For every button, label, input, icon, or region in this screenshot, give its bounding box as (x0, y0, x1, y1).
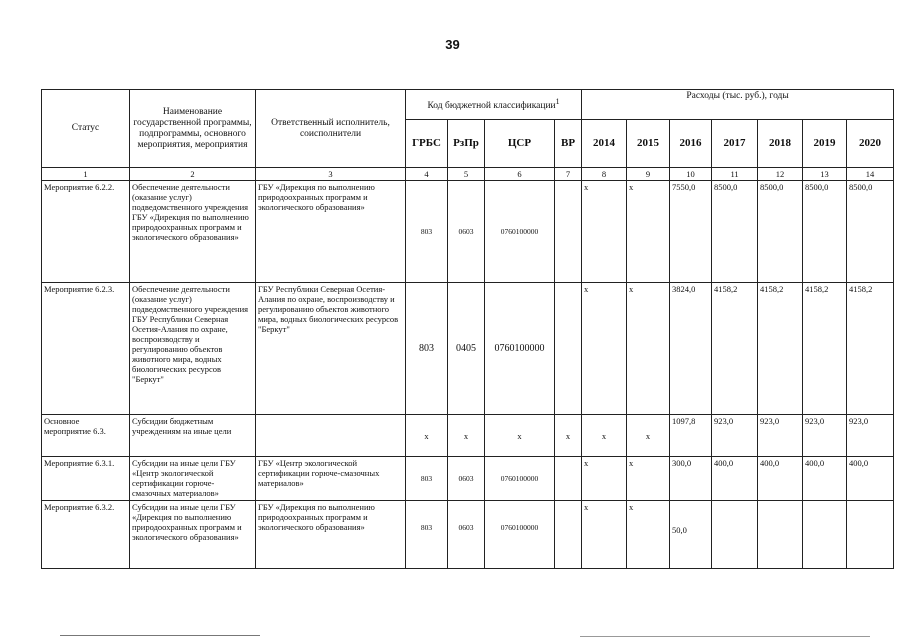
header-year: 2018 (758, 120, 803, 168)
row-grbs: 803 (406, 181, 448, 283)
header-year: 2014 (582, 120, 627, 168)
row-value-2018: 4158,2 (758, 283, 803, 415)
row-value-2015: x (627, 501, 670, 569)
row-value-2015: x (627, 181, 670, 283)
row-value-2014: x (582, 415, 627, 457)
table-row (42, 415, 894, 457)
header-status: Статус (42, 90, 130, 168)
row-value-2018: 400,0 (758, 457, 803, 501)
row-rzpr: 0603 (448, 501, 485, 569)
row-status: Мероприятие 6.2.2. (42, 181, 130, 283)
row-value-2019 (803, 501, 847, 569)
row-vr (555, 457, 582, 501)
row-name: Субсидии на иные цели ГБУ «Дирекция по выполнению природоохранных программ и экологического образования» (130, 501, 256, 569)
row-status: Основное мероприятие 6.3. (42, 415, 130, 457)
table-row (42, 501, 894, 569)
header-year: 2019 (803, 120, 847, 168)
budget-table (41, 89, 894, 569)
row-value-2017: 923,0 (712, 415, 758, 457)
header-vr: ВР (555, 120, 582, 168)
column-number: 2 (130, 168, 256, 181)
row-value-2020 (847, 501, 894, 569)
row-value-2016: 3824,0 (670, 283, 712, 415)
row-executor (256, 415, 406, 457)
row-rzpr: x (448, 415, 485, 457)
row-value-2015: x (627, 415, 670, 457)
row-value-2018: 923,0 (758, 415, 803, 457)
header-executor: Ответственный исполнитель, соисполнители (256, 90, 406, 168)
row-name: Обеспечение деятельности (оказание услуг) подведомственного учреждения ГБУ Республики Северная Осетия-Алания по охране, воспроизводству и регулированию объектов животного мира, водных биологических ресурсов "Беркут" (130, 283, 256, 415)
row-value-2017 (712, 501, 758, 569)
row-value-2014: x (582, 457, 627, 501)
row-value-2020: 4158,2 (847, 283, 894, 415)
row-rzpr: 0603 (448, 181, 485, 283)
header-budget-code-label: Код бюджетной классификации (427, 101, 556, 112)
column-number: 7 (555, 168, 582, 181)
row-value-2016: 1097,8 (670, 415, 712, 457)
row-value-2016: 7550,0 (670, 181, 712, 283)
table-row (42, 181, 894, 283)
row-vr (555, 181, 582, 283)
row-status: Мероприятие 6.3.2. (42, 501, 130, 569)
column-number: 10 (670, 168, 712, 181)
row-csr: 0760100000 (485, 501, 555, 569)
row-rzpr: 0405 (448, 283, 485, 415)
row-value-2017: 400,0 (712, 457, 758, 501)
row-vr (555, 283, 582, 415)
column-number: 1 (42, 168, 130, 181)
header-name: Наименование государственной программы, подпрограммы, основного мероприятия, мероприятия (130, 90, 256, 168)
row-status: Мероприятие 6.2.3. (42, 283, 130, 415)
row-value-2015: x (627, 283, 670, 415)
column-number: 6 (485, 168, 555, 181)
row-grbs: x (406, 415, 448, 457)
header-year: 2016 (670, 120, 712, 168)
row-vr (555, 501, 582, 569)
row-value-2017: 4158,2 (712, 283, 758, 415)
row-csr: 0760100000 (485, 457, 555, 501)
row-name: Субсидии бюджетным учреждениям на иные цели (130, 415, 256, 457)
row-value-2016: 50,0 (670, 501, 712, 569)
row-csr: x (485, 415, 555, 457)
column-number: 12 (758, 168, 803, 181)
column-number: 8 (582, 168, 627, 181)
row-value-2018 (758, 501, 803, 569)
header-budget-code (406, 90, 582, 120)
row-vr: x (555, 415, 582, 457)
row-value-2019: 8500,0 (803, 181, 847, 283)
row-value-2018: 8500,0 (758, 181, 803, 283)
row-value-2019: 923,0 (803, 415, 847, 457)
row-value-2015: x (627, 457, 670, 501)
row-name: Обеспечение деятельности (оказание услуг) подведомственного учреждения ГБУ «Дирекция по выполнению природоохранных программ и экологического образования» (130, 181, 256, 283)
row-name: Субсидии на иные цели ГБУ «Центр экологической сертификации горюче-смазочных материалов» (130, 457, 256, 501)
header-budget-code-footnote: 1 (555, 97, 560, 107)
column-number-row (42, 168, 894, 181)
row-csr: 0760100000 (485, 283, 555, 415)
header-csr: ЦСР (485, 120, 555, 168)
row-executor: ГБУ «Дирекция по выполнению природоохранных программ и экологического образования» (256, 501, 406, 569)
header-grbs: ГРБС (406, 120, 448, 168)
row-executor: ГБУ «Дирекция по выполнению природоохранных программ и экологического образования» (256, 181, 406, 283)
table-row (42, 283, 894, 415)
column-number: 13 (803, 168, 847, 181)
row-value-2020: 400,0 (847, 457, 894, 501)
row-executor: ГБУ «Центр экологической сертификации горюче-смазочных материалов» (256, 457, 406, 501)
row-value-2014: x (582, 501, 627, 569)
row-value-2019: 400,0 (803, 457, 847, 501)
footer-divider-right (580, 636, 870, 637)
column-number: 5 (448, 168, 485, 181)
row-value-2016: 300,0 (670, 457, 712, 501)
table-row (42, 457, 894, 501)
header-year: 2017 (712, 120, 758, 168)
row-value-2017: 8500,0 (712, 181, 758, 283)
column-number: 4 (406, 168, 448, 181)
row-grbs: 803 (406, 501, 448, 569)
row-value-2019: 4158,2 (803, 283, 847, 415)
row-csr: 0760100000 (485, 181, 555, 283)
column-number: 3 (256, 168, 406, 181)
footer-divider-left (60, 635, 260, 636)
row-value-2014: x (582, 283, 627, 415)
row-rzpr: 0603 (448, 457, 485, 501)
row-status: Мероприятие 6.3.1. (42, 457, 130, 501)
row-value-2014: x (582, 181, 627, 283)
column-number: 9 (627, 168, 670, 181)
row-grbs: 803 (406, 457, 448, 501)
row-executor: ГБУ Республики Северная Осетия-Алания по охране, воспроизводству и регулированию объектов животного мира, водных биологических ресурсов "Беркут" (256, 283, 406, 415)
row-value-2020: 8500,0 (847, 181, 894, 283)
row-value-2020: 923,0 (847, 415, 894, 457)
header-expenses: Расходы (тыс. руб.), годы (582, 90, 894, 120)
header-year: 2020 (847, 120, 894, 168)
header-rzpr: РзПр (448, 120, 485, 168)
row-grbs: 803 (406, 283, 448, 415)
header-year: 2015 (627, 120, 670, 168)
page-number: 39 (445, 37, 460, 52)
column-number: 11 (712, 168, 758, 181)
column-number: 14 (847, 168, 894, 181)
